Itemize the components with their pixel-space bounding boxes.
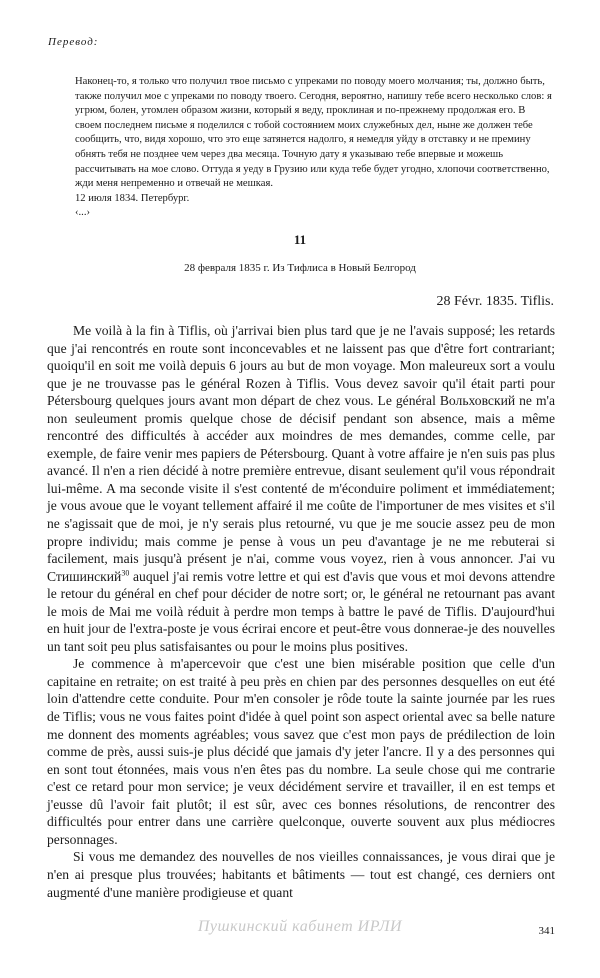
- translation-paragraph: Наконец-то, я только что получил твое письмо с упреками по поводу моего молчания; ты, должно быть, также получил мое с упреками по поводу твоего. Сегодня, вероятно, напишу тебе всего несколько слов: я угрюм, болен, утомлен образом жизни, который я веду, проклиная и по-прежнему продолжая его. В своем последнем письме я поделился с тобой состоянием моих служебных дел, ныне же должен тебе сообщить, что, видя хорошо, что это еще затянется надолго, я немедля уйду в отставку и не премину обнять тебя не позднее чем через два месяца. Точную дату я указываю тебе впервые и можешь рассчитывать на мое слово. Оттуда я уеду в Грузию или куда тебе будет угодно, хлопочи соответственно, жди меня непременно и отвечай не мешкая.: [75, 76, 552, 190]
- translation-block: [75, 75, 553, 221]
- letter-p1-text-b: auquel j'ai remis votre lettre et qui est d'avis que vous et moi devons attendre le retour du général en chef pour décider de notre sort; or, le général ne retournant pas avant le mois de Mai me voilà réduit à perdre mon temps à battre le pavé de Tiflis. D'aujourd'hui en huit jour de l'extra-poste je vous écrirai encore et peut-être vous donnerae-je des nouvelles un tant soit peu plus satisfaisantes ou pour le moins plus positives.: [47, 568, 555, 654]
- letter-paragraph-2: Je commence à m'apercevoir que c'est une bien misérable position que celle d'un capitaine en retraite; on est traité à peu près en chien par des personnes desquelles on eut été loin d'attendre cette conduite. Pour m'en consoler je rôde toute la sainte journée par les rues de Tiflis; vous ne vous faites point d'idée à quel point son aspect oriental avec sa belle nature me donnent des moments agréables; vous savez que c'est mon pays de prédilection de loin comme de près, aussi suis-je plus décidé que jamais d'y jeter l'ancre. Il y a des personnes qui en sont tout étonnées, mais vous n'en êtes pas du nombre. La seule chose qui me contrarie c'est ce retard pour mon service; je veux décidément servire et travailler, il en est temps et j'eusse dû l'avoir fait plutôt; il est sûr, avec ces bonnes résolutions, de rencontrer des difficultés pour entrer dans une carrière quelconque, ouverte souvent aux plus médiocres personnages.: [47, 656, 555, 847]
- page-number: 341: [538, 925, 555, 937]
- letter-heading: 28 февраля 1835 г. Из Тифлиса в Новый Белгород: [184, 262, 416, 274]
- letter-number: 11: [293, 232, 307, 247]
- watermark: Пушкинский кабинет ИРЛИ: [197, 918, 403, 935]
- translation-signature: 12 июля 1834. Петербург.: [75, 192, 190, 204]
- footnote-ref-30: 30: [121, 568, 130, 578]
- translation-ellipsis: ‹...›: [75, 207, 91, 219]
- letter-dateline: 28 Févr. 1835. Tiflis.: [436, 294, 554, 309]
- letter-paragraph-3: Si vous me demandez des nouvelles de nos vieilles connaissances, je vous dirai que je n'en ai presque plus trouvées; habitants et bâtiments — tout est changé, ces derniers ont augmenté d'une manière prodigieuse et quant: [47, 849, 555, 900]
- letter-p1-text-a: Me voilà à la fin à Tiflis, où j'arrivai bien plus tard que je ne l'avais supposé; les retards que j'ai rencontrés en route sont inconcevables et ne laissent pas que d'être fort contrariant; quoiqu'il en soit me voilà depuis 6 jours au but de mon voyage. Mon maleureux sort a voulu que je ne trouvasse pas le général Rozen à Tiflis. Vous devez savoir qu'il était parti pour Pétersbourg quelques jours avant mon départ de chez vous. Le général Вольховский ne m'a non seuleument promis quelque chose de décisif pendant son absence, mais a même rencontré des difficultés à accéder aux moindres de mes demandes, comme celle, par exemple, de faire venir mes papiers de Pétersbourg. Quant à votre affaire je n'en suis pas plus avancé. Il n'en a rien décidé à notre première entrevue, disant seulement qu'il vous répondrait lui-même. A ma seconde visite il s'est contenté de m'éconduire poliment et immédiatement; je vous avoue que le voyant tellement affairé il me coûte de l'importuner de mes visites et s'il ne s'agissait que de moi, je n'y serais plus retourné, vu que je me soucie assez peu de mon propre individu; mais comme je pense à vous un peu d'avantage je ne me rebuterai si facilement, mais jusqu'à présent je n'ai, comme vous voyez, rien à vous annoncer. J'ai vu Стишинский: [47, 323, 555, 584]
- translation-label: Перевод:: [48, 36, 99, 48]
- letter-body: [47, 322, 555, 901]
- letter-paragraph-1: [47, 322, 555, 655]
